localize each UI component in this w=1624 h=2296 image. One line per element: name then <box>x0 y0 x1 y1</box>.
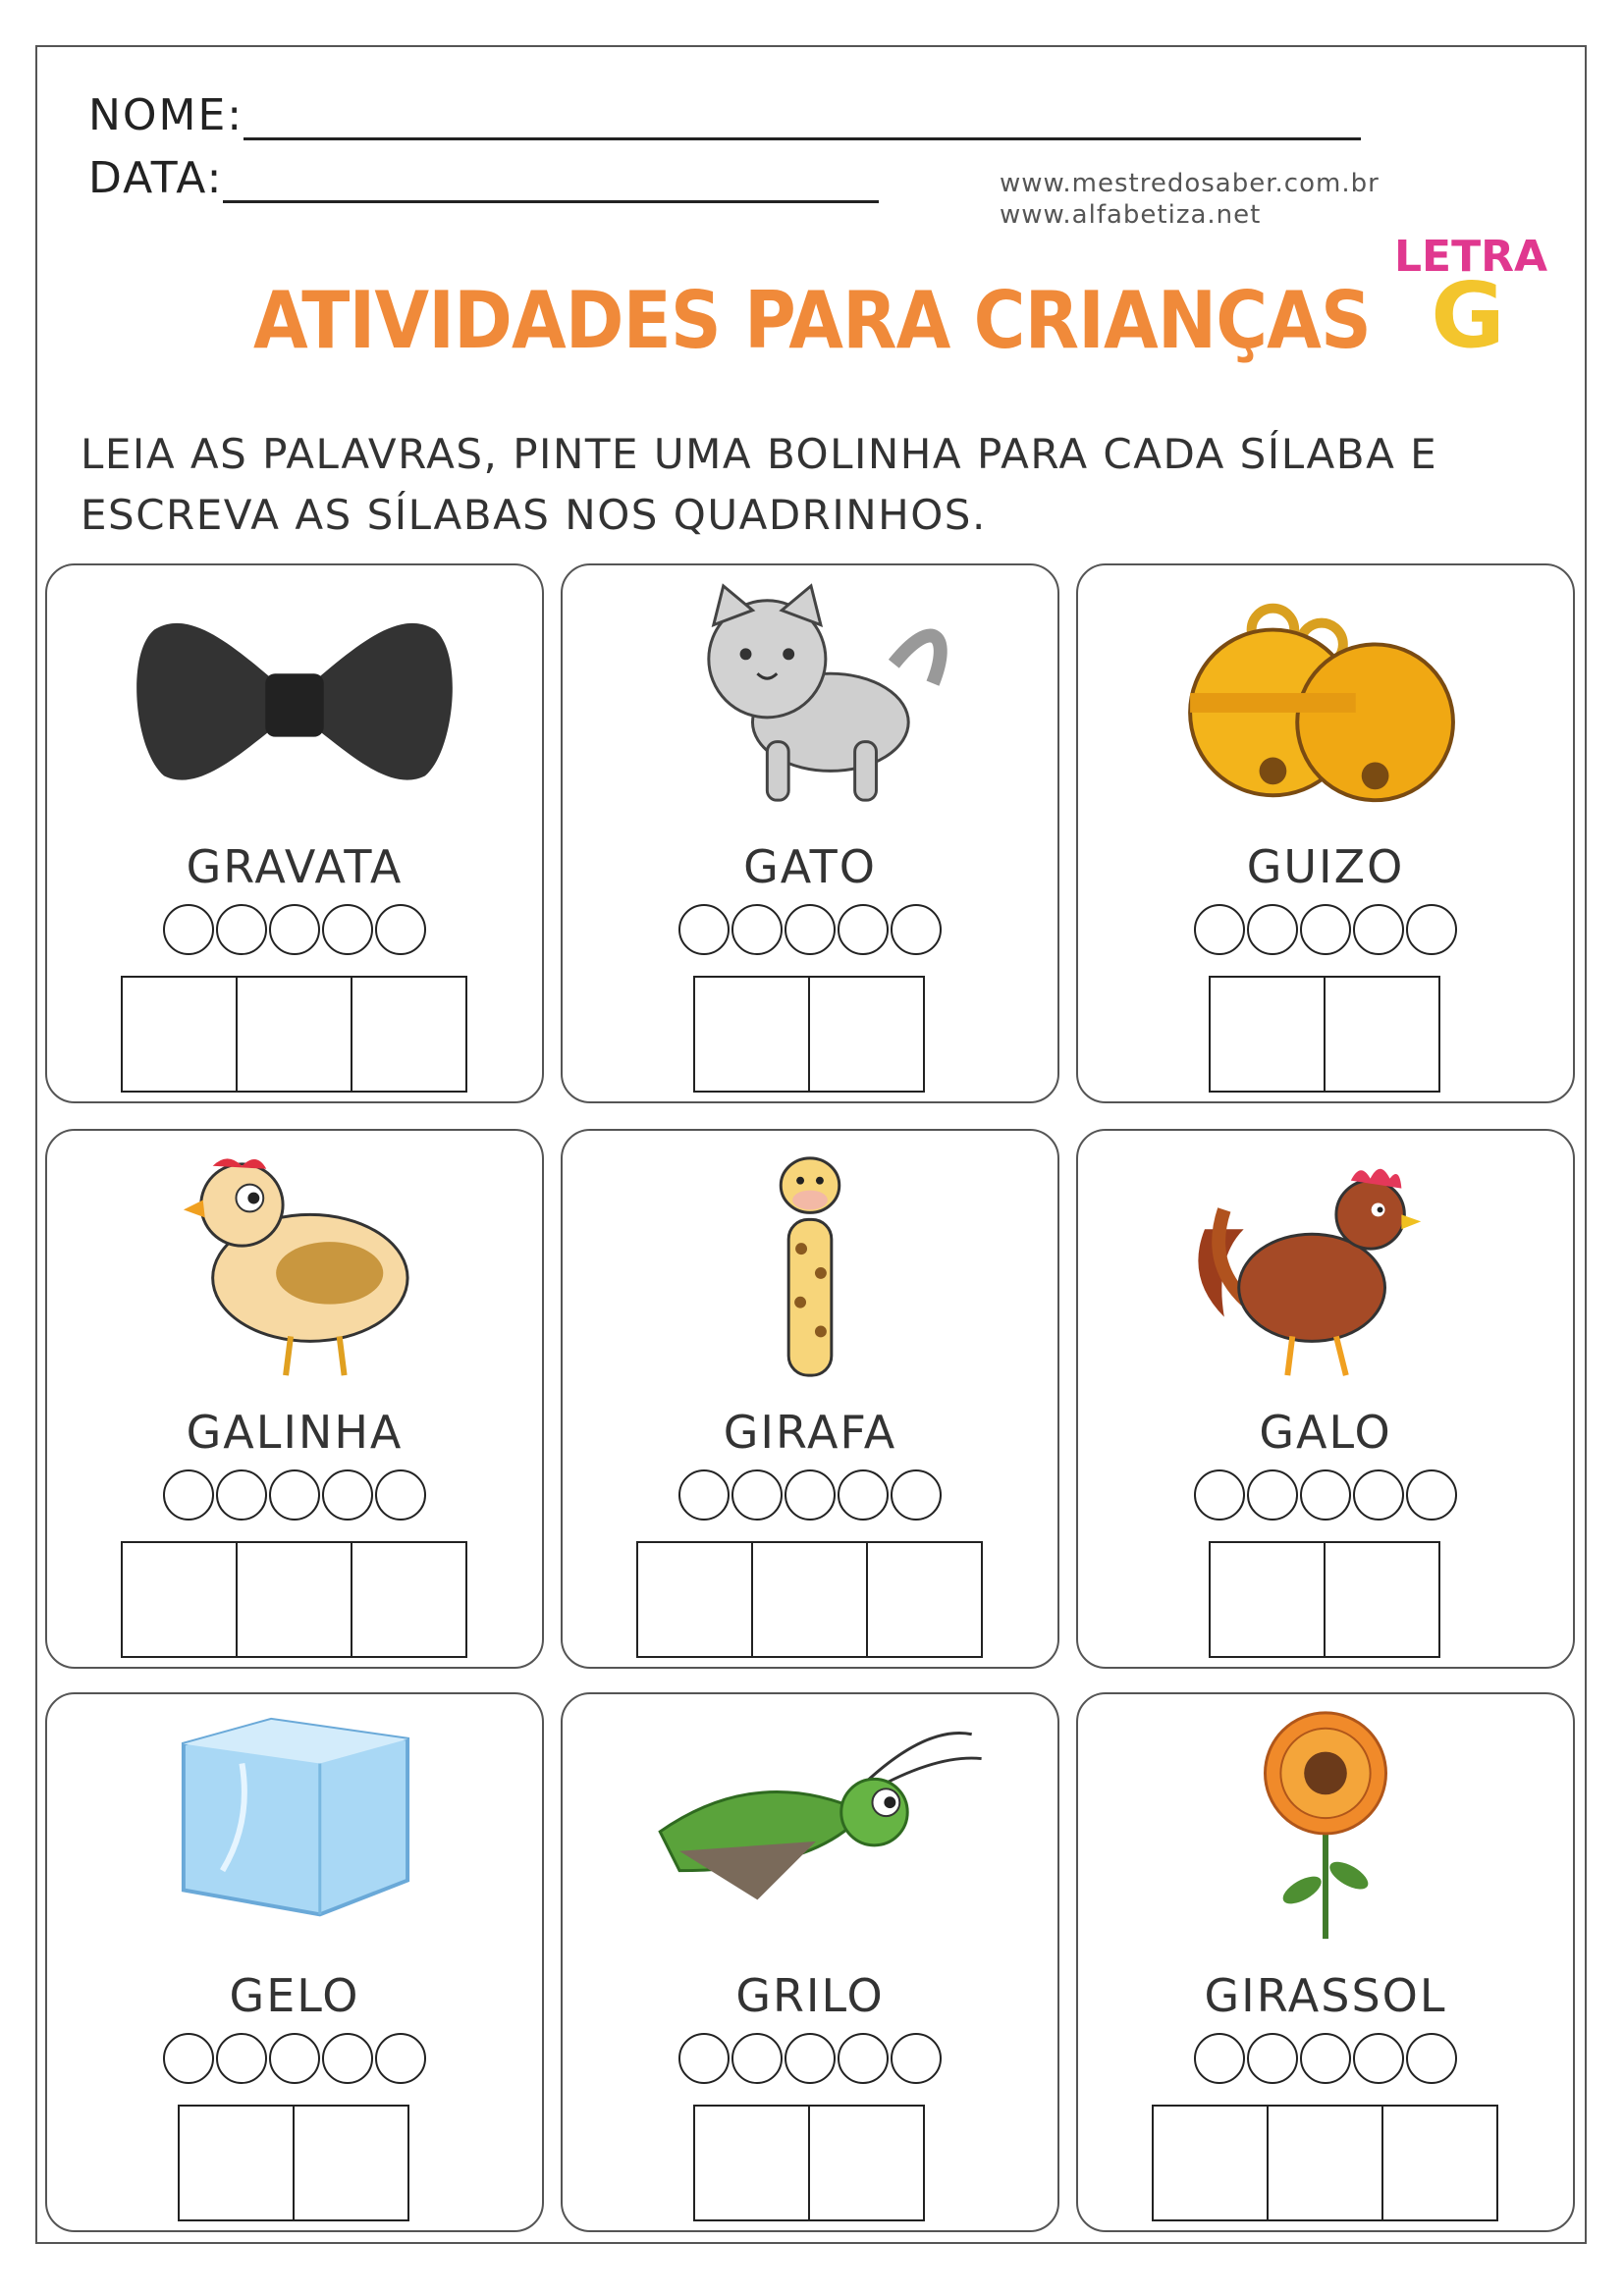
syllable-boxes <box>47 2105 542 2221</box>
syllable-circle[interactable] <box>678 1469 730 1521</box>
syllable-boxes <box>47 1541 542 1658</box>
card-girafa <box>561 1129 1059 1669</box>
syllable-box[interactable] <box>351 1541 467 1658</box>
syllable-circle[interactable] <box>785 2033 836 2084</box>
word-label: GRAVATA <box>186 840 404 893</box>
word-label: GIRASSOL <box>1204 1969 1447 2022</box>
syllable-box[interactable] <box>693 976 810 1093</box>
syllable-circle[interactable] <box>1406 904 1457 955</box>
rooster-icon <box>1078 1141 1573 1386</box>
syllable-boxes <box>563 1541 1057 1658</box>
sunflower-icon <box>1078 1704 1573 1949</box>
syllable-box[interactable] <box>1209 1541 1326 1658</box>
syllable-circle[interactable] <box>838 2033 889 2084</box>
word-label: GELO <box>229 1969 360 2022</box>
syllable-circle[interactable] <box>1300 1469 1351 1521</box>
syllable-circle[interactable] <box>1247 2033 1298 2084</box>
syllable-circles <box>1078 1469 1573 1521</box>
syllable-circle[interactable] <box>375 2033 426 2084</box>
syllable-box[interactable] <box>636 1541 753 1658</box>
card-gato <box>561 563 1059 1103</box>
syllable-circle[interactable] <box>1353 2033 1404 2084</box>
syllable-circle[interactable] <box>891 2033 942 2084</box>
syllable-box[interactable] <box>693 2105 810 2221</box>
syllable-circle[interactable] <box>322 904 373 955</box>
card-galinha <box>45 1129 544 1669</box>
word-label: GALO <box>1259 1406 1392 1459</box>
word-label: GALINHA <box>186 1406 404 1459</box>
syllable-boxes <box>563 2105 1057 2221</box>
hen-icon <box>47 1141 542 1386</box>
syllable-boxes <box>1078 1541 1573 1658</box>
syllable-circles <box>1078 904 1573 955</box>
name-label: NOME: <box>88 90 244 140</box>
name-field <box>88 90 1361 140</box>
syllable-circle[interactable] <box>785 1469 836 1521</box>
syllable-circle[interactable] <box>163 1469 214 1521</box>
card-gravata <box>45 563 544 1103</box>
date-field <box>88 153 879 203</box>
syllable-circle[interactable] <box>1406 1469 1457 1521</box>
syllable-circle[interactable] <box>269 904 320 955</box>
syllable-circle[interactable] <box>731 904 783 955</box>
syllable-box[interactable] <box>121 1541 238 1658</box>
syllable-circles <box>563 1469 1057 1521</box>
syllable-circle[interactable] <box>216 904 267 955</box>
instructions-line-2: ESCREVA AS SÍLABAS NOS QUADRINHOS. <box>81 491 987 539</box>
syllable-circle[interactable] <box>163 2033 214 2084</box>
syllable-circle[interactable] <box>1353 904 1404 955</box>
syllable-circles <box>47 2033 542 2084</box>
syllable-circle[interactable] <box>785 904 836 955</box>
syllable-circle[interactable] <box>1247 904 1298 955</box>
syllable-box[interactable] <box>751 1541 868 1658</box>
syllable-circle[interactable] <box>678 2033 730 2084</box>
date-label: DATA: <box>88 153 224 203</box>
syllable-circles <box>1078 2033 1573 2084</box>
card-girassol <box>1076 1692 1575 2232</box>
syllable-circle[interactable] <box>375 1469 426 1521</box>
syllable-circle[interactable] <box>1194 1469 1245 1521</box>
syllable-circle[interactable] <box>838 904 889 955</box>
syllable-box[interactable] <box>1381 2105 1498 2221</box>
syllable-circle[interactable] <box>731 1469 783 1521</box>
cat-icon <box>563 575 1057 821</box>
syllable-circle[interactable] <box>269 1469 320 1521</box>
syllable-box[interactable] <box>236 976 352 1093</box>
cricket-icon <box>563 1704 1057 1949</box>
syllable-circle[interactable] <box>1247 1469 1298 1521</box>
syllable-box[interactable] <box>1152 2105 1269 2221</box>
syllable-circle[interactable] <box>216 1469 267 1521</box>
syllable-boxes <box>47 976 542 1093</box>
syllable-circles <box>47 904 542 955</box>
syllable-circle[interactable] <box>1353 1469 1404 1521</box>
syllable-circle[interactable] <box>678 904 730 955</box>
ice-cube-icon <box>47 1704 542 1949</box>
syllable-circle[interactable] <box>1300 904 1351 955</box>
site-url-2: www.alfabetiza.net <box>1000 200 1262 230</box>
syllable-circle[interactable] <box>731 2033 783 2084</box>
date-line[interactable] <box>223 200 879 203</box>
word-label: GUIZO <box>1246 840 1405 893</box>
giraffe-icon <box>563 1141 1057 1386</box>
site-url-1: www.mestredosaber.com.br <box>1000 169 1380 198</box>
syllable-circle[interactable] <box>891 904 942 955</box>
syllable-box[interactable] <box>808 2105 925 2221</box>
word-label: GIRAFA <box>723 1406 897 1459</box>
syllable-circle[interactable] <box>891 1469 942 1521</box>
syllable-circle[interactable] <box>375 904 426 955</box>
syllable-circle[interactable] <box>1194 904 1245 955</box>
syllable-box[interactable] <box>1324 1541 1440 1658</box>
syllable-circle[interactable] <box>163 904 214 955</box>
bow-tie-icon <box>47 575 542 821</box>
syllable-box[interactable] <box>236 1541 352 1658</box>
instructions-line-1: LEIA AS PALAVRAS, PINTE UMA BOLINHA PARA CADA SÍLABA E <box>81 430 1438 478</box>
card-gelo <box>45 1692 544 2232</box>
syllable-circle[interactable] <box>838 1469 889 1521</box>
syllable-boxes <box>1078 2105 1573 2221</box>
syllable-box[interactable] <box>351 976 467 1093</box>
syllable-box[interactable] <box>121 976 238 1093</box>
card-galo <box>1076 1129 1575 1669</box>
syllable-box[interactable] <box>293 2105 409 2221</box>
syllable-circles <box>563 904 1057 955</box>
syllable-circles <box>563 2033 1057 2084</box>
syllable-box[interactable] <box>1267 2105 1383 2221</box>
syllable-boxes <box>1078 976 1573 1093</box>
syllable-box[interactable] <box>866 1541 983 1658</box>
word-label: GATO <box>743 840 877 893</box>
syllable-circle[interactable] <box>1300 2033 1351 2084</box>
word-label: GRILO <box>735 1969 885 2022</box>
card-guizo <box>1076 563 1575 1103</box>
syllable-boxes <box>563 976 1057 1093</box>
card-grilo <box>561 1692 1059 2232</box>
syllable-box[interactable] <box>178 2105 295 2221</box>
letra-label: LETRA <box>1394 232 1548 282</box>
syllable-circle[interactable] <box>322 2033 373 2084</box>
syllable-circle[interactable] <box>322 1469 373 1521</box>
syllable-circle[interactable] <box>1194 2033 1245 2084</box>
page-title: ATIVIDADES PARA CRIANÇAS <box>253 275 1371 366</box>
syllable-circle[interactable] <box>269 2033 320 2084</box>
syllable-circle[interactable] <box>216 2033 267 2084</box>
syllable-circle[interactable] <box>1406 2033 1457 2084</box>
bells-icon <box>1078 575 1573 821</box>
name-line[interactable] <box>244 137 1361 140</box>
syllable-box[interactable] <box>1209 976 1326 1093</box>
instructions <box>81 424 1437 546</box>
syllable-box[interactable] <box>808 976 925 1093</box>
letra-g: G <box>1431 263 1505 368</box>
syllable-circles <box>47 1469 542 1521</box>
syllable-box[interactable] <box>1324 976 1440 1093</box>
